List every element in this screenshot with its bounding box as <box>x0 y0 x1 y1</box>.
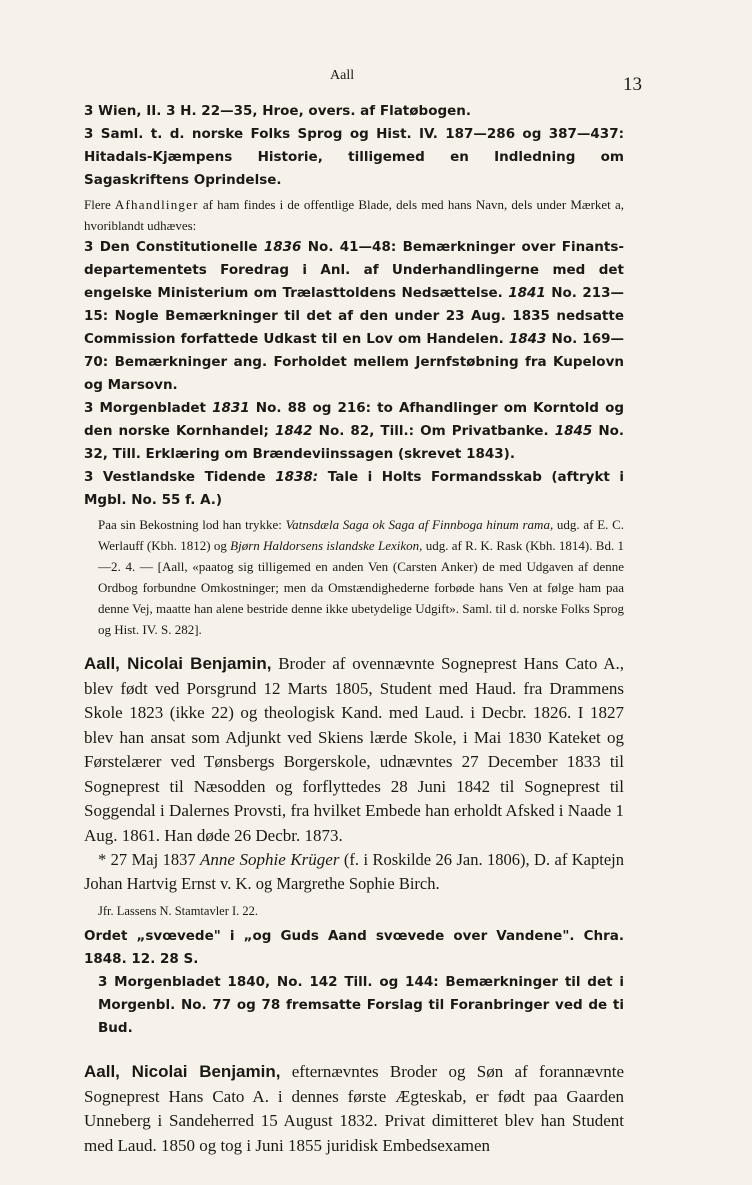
note-text: udg. af R. K. Rask (Kbh. 1814). Bd. 1—2. 4. — [Aall, «paatog sig tilligemed en anden Ven (Carsten Anker) de med Udgaven af denne Ordbog forbundne Omkostninger; men da Omstændighederne forbøde hans Ven at følge ham paa denne Vej, maatte han alene bestride denne ikke ubetydelige Udgift». Saml. til d. norske Folks Sprog og Hist. IV. S. 282]. <box>98 538 625 637</box>
note-paragraph <box>84 194 624 236</box>
note-text: udg. af E. C. Werlauff (Kbh. 1812) og <box>98 517 625 553</box>
note-paragraph <box>84 514 624 640</box>
entry-year: 1836 <box>263 239 302 255</box>
note-text: af ham findes i de offentlige Blade, dels med hans Navn, dels under Mærket a, hvoriblandt udhæves: <box>84 197 624 233</box>
page-number: 13 <box>623 74 642 95</box>
marriage-line <box>84 848 624 896</box>
note-title: Bjørn Haldorsens islandske Lexikon, <box>230 538 423 553</box>
note-title: Vatnsdæla Saga ok Saga af Finnboga hinum rama, <box>285 517 554 532</box>
source-reference: Jfr. Lassens N. Stamtavler I. 22. <box>98 904 259 918</box>
entry-text: 3 Morgenbladet <box>84 400 206 416</box>
entry-text: 3 Vestlandske Tidende <box>84 469 266 485</box>
entry-year: 1845 <box>554 423 593 439</box>
entry-text: 3 Den Constitutionelle <box>84 239 258 255</box>
person-name: Aall, Nicolai Benjamin, <box>84 654 272 673</box>
biography-entry <box>84 652 624 848</box>
biography-text: Broder af ovennævnte Sogneprest Hans Cato A., blev født ved Porsgrund 12 Marts 1805, Student med Haud. fra Drammens Skole 1823 (ikke 22) og theologisk Kand. med Laud. i Decbr. 1826. I 1827 blev han ansat som Adjunkt ved Skiens lærde Skole, i Mai 1830 Kateket og Førstelærer ved Tønsbergs Borgerskole, udnævntes 27 December 1833 til Sogneprest til Næsodden og forflyttedes 28 Juni 1842 til Sogneprest til Soggendal i Dalernes Provsti, fra hvilket Embede han erholdt Afsked i Naade 1 Aug. 1861. Han døde 26 Decbr. 1873. <box>84 654 624 845</box>
page-header <box>80 68 642 98</box>
spouse-name: Anne Sophie Krüger <box>200 850 340 869</box>
entry-text: No. 88 og 216: to Afhandlinger om Korntold og den norske Kornhandel; <box>84 400 625 439</box>
entry-text: No. 32, Till. Erklæring om Brændeviinssagen (skrevet 1843). <box>84 423 625 462</box>
entry-text: No. 41—48: Bemærkninger over Finants-departementets Foredrag i Anl. af Underhandlingerne med det engelske Ministerium om Trælasttoldens Nedsættelse. <box>84 239 624 301</box>
running-title: Aall <box>330 68 355 83</box>
bibliography-entry <box>84 466 624 512</box>
entry-text: 3 Wien, II. 3 H. 22—35, Hroe, overs. af Flatøbogen. <box>84 103 472 119</box>
entry-year: 1838: <box>275 469 319 485</box>
entry-year: 1841 <box>508 285 546 301</box>
entry-year: 1831 <box>212 400 250 416</box>
biography-entry <box>84 1060 624 1158</box>
work-entry: Ordet „svœvede" i „og Guds Aand svœvede over Vandene". Chra. 1848. 12. 28 S. <box>84 928 624 967</box>
note-text: Flere <box>84 197 111 212</box>
entry-year: 1843 <box>508 331 547 347</box>
bibliography-entry <box>84 397 624 466</box>
marriage-date: * 27 Maj 1837 <box>98 850 196 869</box>
entry-text: No. 213—15: Nogle Bemærkninger til det af den under 23 Aug. 1835 nedsatte Commission forfattede Udkast til en Lov om Handelen. <box>84 285 625 347</box>
biography-text: efternævntes Broder og Søn af forannævnte Sogneprest Hans Cato A. i dennes første Ægteskab, er født paa Gaarden Unneberg i Sandeherred 15 August 1832. Privat dimitteret blev han Student med Laud. 1850 og tog i Juni 1855 juridisk Embedsexamen <box>84 1062 625 1155</box>
entry-text: No. 169—70: Bemærkninger ang. Forholdet mellem Jernfstøbning fra Kupelovn og Marsovn. <box>84 331 624 393</box>
entry-text: Tale i Holts Formandsskab (aftrykt i Mgbl. No. 55 f. A.) <box>84 469 625 508</box>
marriage-text: (f. i Roskilde 26 Jan. 1806), D. af Kaptejn Johan Hartvig Ernst v. K. og Margrethe Sophie Birch. <box>84 850 625 893</box>
work-entry: 3 Morgenbladet 1840, No. 142 Till. og 144: Bemærkninger til det i Morgenbl. No. 77 og 78 fremsatte Forslag til Foranbringer ved de ti Bud. <box>98 974 624 1036</box>
entry-text: No. 82, Till.: Om Privatbanke. <box>318 423 549 439</box>
bibliography-entry <box>84 236 624 397</box>
note-text-spaced: Afhandlinger <box>114 197 199 212</box>
entry-text: 3 Saml. t. d. norske Folks Sprog og Hist. IV. 187—286 og 387—437: <box>84 126 624 142</box>
entry-text: Hitadals-Kjæmpens Historie, tilligemed en Indledning om Sagaskriftens Oprindelse. <box>84 149 624 188</box>
person-name: Aall, Nicolai Benjamin, <box>84 1062 281 1081</box>
bibliography-entry <box>84 123 624 192</box>
page-body <box>84 100 624 1158</box>
entry-year: 1842 <box>274 423 313 439</box>
note-text: Paa sin Bekostning lod han trykke: <box>98 517 282 532</box>
bibliography-entry <box>84 100 624 123</box>
